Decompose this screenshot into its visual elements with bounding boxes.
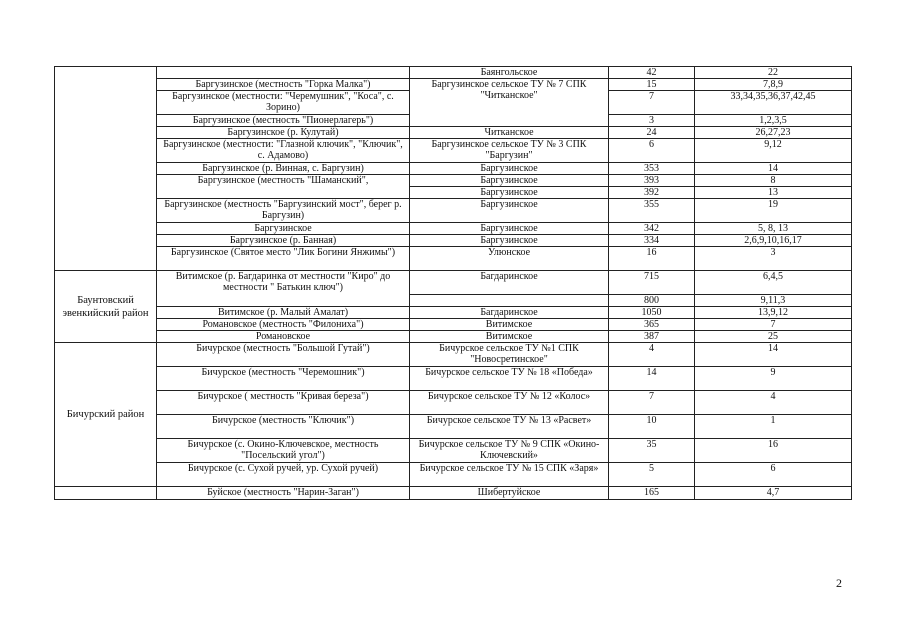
area-cell: 3 xyxy=(609,115,695,127)
table-row xyxy=(55,163,852,175)
table-row xyxy=(55,271,852,295)
place-cell: Бичурское ( местность "Кривая береза") xyxy=(157,391,410,415)
plots-cell: 2,6,9,10,16,17 xyxy=(695,235,852,247)
table-row xyxy=(55,79,852,91)
organization-cell: Шибертуйское xyxy=(410,487,609,500)
place-cell: Баргузинское (местность "Шаманский", xyxy=(157,175,410,199)
plots-cell: 3 xyxy=(695,247,852,271)
place-cell: Баргузинское xyxy=(157,223,410,235)
area-cell: 715 xyxy=(609,271,695,295)
place-cell: Баргузинское (местность "Баргузинский мост", берег р. Баргузин) xyxy=(157,199,410,223)
plots-cell: 7,8,9 xyxy=(695,79,852,91)
table-row xyxy=(55,331,852,343)
area-cell: 42 xyxy=(609,67,695,79)
area-cell: 10 xyxy=(609,415,695,439)
area-cell: 35 xyxy=(609,439,695,463)
area-cell: 355 xyxy=(609,199,695,223)
table-row xyxy=(55,139,852,163)
place-cell: Бичурское (местность "Черемошник") xyxy=(157,367,410,391)
organization-cell: Бичурское сельское ТУ № 9 СПК «Окино-Ключевский» xyxy=(410,439,609,463)
plots-cell: 5, 8, 13 xyxy=(695,223,852,235)
area-cell: 15 xyxy=(609,79,695,91)
plots-cell: 13 xyxy=(695,187,852,199)
area-cell: 365 xyxy=(609,319,695,331)
plots-cell: 4,7 xyxy=(695,487,852,500)
organization-cell: Багдаринское xyxy=(410,307,609,319)
organization-cell: Баргузинское xyxy=(410,223,609,235)
table-row xyxy=(55,367,852,391)
plots-cell: 33,34,35,36,37,42,45 xyxy=(695,91,852,115)
plots-cell: 14 xyxy=(695,163,852,175)
district-cell: Бичурский район xyxy=(55,343,157,487)
plots-cell: 8 xyxy=(695,175,852,187)
place-cell: Баргузинское (р. Банная) xyxy=(157,235,410,247)
area-cell: 387 xyxy=(609,331,695,343)
table-row xyxy=(55,67,852,79)
area-cell: 16 xyxy=(609,247,695,271)
organization-cell: Баргузинское xyxy=(410,175,609,187)
place-cell: Бичурское (местность "Большой Гутай") xyxy=(157,343,410,367)
page-number: 2 xyxy=(836,576,842,590)
organization-cell: Баргузинское xyxy=(410,163,609,175)
plots-cell: 22 xyxy=(695,67,852,79)
area-cell: 353 xyxy=(609,163,695,175)
place-cell: Баргузинское (р. Винная, с. Баргузин) xyxy=(157,163,410,175)
organization-cell: Бичурское сельское ТУ № 13 «Расвет» xyxy=(410,415,609,439)
area-cell: 342 xyxy=(609,223,695,235)
organization-cell: Баргузинское xyxy=(410,187,609,199)
place-cell xyxy=(157,67,410,79)
organization-cell: Баргузинское сельское ТУ № 7 СПК "Читканское" xyxy=(410,79,609,127)
organization-cell: Баргузинское сельское ТУ № 3 СПК "Баргузин" xyxy=(410,139,609,163)
table-row xyxy=(55,127,852,139)
table-body xyxy=(55,67,852,500)
plots-cell: 14 xyxy=(695,343,852,367)
area-cell: 24 xyxy=(609,127,695,139)
district-cell xyxy=(55,67,157,271)
place-cell: Баргузинское (местности: "Глазной ключик", "Ключик", с. Адамово) xyxy=(157,139,410,163)
place-cell: Баргузинское (р. Кулутай) xyxy=(157,127,410,139)
table-row xyxy=(55,247,852,271)
table-row xyxy=(55,439,852,463)
land-allocation-table xyxy=(54,66,852,500)
district-cell xyxy=(55,487,157,500)
area-cell: 5 xyxy=(609,463,695,487)
plots-cell: 6,4,5 xyxy=(695,271,852,295)
place-cell: Бичурское (с. Окино-Ключевское, местность "Посельский угол") xyxy=(157,439,410,463)
area-cell: 392 xyxy=(609,187,695,199)
table-row xyxy=(55,199,852,223)
place-cell: Бичурское (с. Сухой ручей, ур. Сухой ручей) xyxy=(157,463,410,487)
organization-cell: Витимское xyxy=(410,319,609,331)
area-cell: 1050 xyxy=(609,307,695,319)
organization-cell xyxy=(410,295,609,307)
organization-cell: Читканское xyxy=(410,127,609,139)
organization-cell: Бичурское сельское ТУ № 12 «Колос» xyxy=(410,391,609,415)
plots-cell: 6 xyxy=(695,463,852,487)
place-cell: Романовское xyxy=(157,331,410,343)
organization-cell: Витимское xyxy=(410,331,609,343)
organization-cell: Бичурское сельское ТУ №1 СПК "Новосретинское" xyxy=(410,343,609,367)
place-cell: Баргузинское (местность "Пионерлагерь") xyxy=(157,115,410,127)
organization-cell: Улюнское xyxy=(410,247,609,271)
area-cell: 4 xyxy=(609,343,695,367)
plots-cell: 7 xyxy=(695,319,852,331)
table-row xyxy=(55,463,852,487)
area-cell: 800 xyxy=(609,295,695,307)
place-cell: Бичурское (местность "Ключик") xyxy=(157,415,410,439)
table-row xyxy=(55,223,852,235)
organization-cell: Баргузинское xyxy=(410,199,609,223)
table-row xyxy=(55,343,852,367)
area-cell: 7 xyxy=(609,391,695,415)
plots-cell: 13,9,12 xyxy=(695,307,852,319)
table-row xyxy=(55,391,852,415)
table-row xyxy=(55,487,852,500)
table-row xyxy=(55,175,852,187)
district-cell: Баунтовский эвенкийский район xyxy=(55,271,157,343)
area-cell: 165 xyxy=(609,487,695,500)
area-cell: 393 xyxy=(609,175,695,187)
place-cell: Баргузинское (местности: "Черемушник", "Коса", с. Зорино) xyxy=(157,91,410,115)
plots-cell: 1 xyxy=(695,415,852,439)
area-cell: 6 xyxy=(609,139,695,163)
organization-cell: Бичурское сельское ТУ № 18 «Победа» xyxy=(410,367,609,391)
plots-cell: 16 xyxy=(695,439,852,463)
table-row xyxy=(55,307,852,319)
organization-cell: Баргузинское xyxy=(410,235,609,247)
plots-cell: 9 xyxy=(695,367,852,391)
area-cell: 7 xyxy=(609,91,695,115)
organization-cell: Баянгольское xyxy=(410,67,609,79)
table-row xyxy=(55,235,852,247)
place-cell: Романовское (местность "Филониха") xyxy=(157,319,410,331)
place-cell: Баргузинское (Святое место "Лик Богини Янжимы") xyxy=(157,247,410,271)
place-cell: Баргузинское (местность "Горка Малка") xyxy=(157,79,410,91)
place-cell: Витимское (р. Малый Амалат) xyxy=(157,307,410,319)
area-cell: 14 xyxy=(609,367,695,391)
table-row xyxy=(55,319,852,331)
table-row xyxy=(55,415,852,439)
plots-cell: 4 xyxy=(695,391,852,415)
plots-cell: 19 xyxy=(695,199,852,223)
place-cell: Витимское (р. Багдаринка от местности "Киро" до местности " Батькин ключ") xyxy=(157,271,410,307)
organization-cell: Бичурское сельское ТУ № 15 СПК «Заря» xyxy=(410,463,609,487)
plots-cell: 9,11,3 xyxy=(695,295,852,307)
plots-cell: 25 xyxy=(695,331,852,343)
plots-cell: 9,12 xyxy=(695,139,852,163)
plots-cell: 26,27,23 xyxy=(695,127,852,139)
area-cell: 334 xyxy=(609,235,695,247)
organization-cell: Багдаринское xyxy=(410,271,609,295)
place-cell: Буйское (местность "Нарин-Заган") xyxy=(157,487,410,500)
plots-cell: 1,2,3,5 xyxy=(695,115,852,127)
